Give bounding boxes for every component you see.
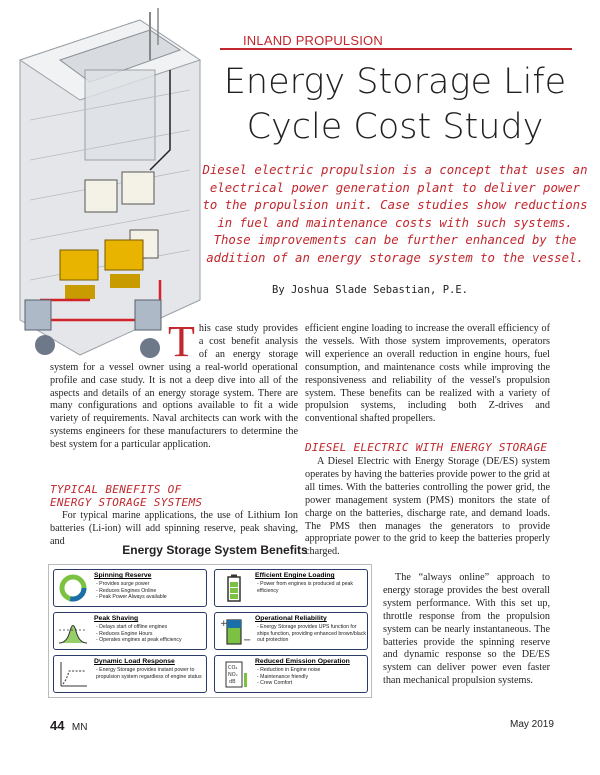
card-heading: Dynamic Load Response [94,658,175,665]
card-list [257,624,367,644]
step-response-icon [57,659,89,689]
right-paragraph-1: efficient engine loading to increase the overall efficiency of the vessels. With those system improvements, operators will experience an overall reduction in engine hours, fuel consumption, and maintenance costs while improving the responsiveness and reliability of the vessel's propulsion system. These benefits can be realized with a variety of propulsion systems, including both Z-drives and conventional shafted propellers. [305,323,550,425]
benefits-paragraph: For typical marine applications, the use of Lithium Ion batteries (Li-ion) will add spinning reserve, peak shaving, and [50,510,298,547]
card-reduced-emission-operation [214,655,368,693]
emission-label: NOₓ [228,672,238,678]
benefits-figure [48,564,372,698]
svg-text:−: − [243,635,252,646]
emission-label: CO₂ [228,665,238,671]
title-line-1: Energy Storage Life [223,62,567,102]
intro-text: his case study provides a cost benefit analysis of an energy storage system for a vessel owner using a real-world operational profile and case study. It is not a deep dive into all of the aspects and details of an energy storage system. There are many configurations and options available to fit a wide variety of requirements. Naval architects can work with the systems engineers for these manufacturers to determine the best system for a particular application. [50,323,298,451]
card-list [96,581,206,601]
card-operational-reliability [214,612,368,650]
ring-gauge-icon [57,573,89,603]
battery-plus-minus-icon [218,616,250,646]
section-rule [220,48,572,50]
card-item: - Energy Storage provides UPS function for ships function, providing enhanced brown/black out protection [257,624,367,644]
subhead-diesel-electric: DIESEL ELECTRIC WITH ENERGY STORAGE [305,441,548,454]
card-peak-shaving [53,612,207,650]
card-item: - Reduction in Engine noise [257,667,367,674]
subhead-line-1: TYPICAL BENEFITS OF [50,483,182,496]
article-title [195,60,595,150]
card-heading: Spinning Reserve [94,572,152,579]
intro-paragraph [50,317,298,452]
title-line-2: Cycle Cost Study [246,107,544,147]
online-paragraph: The “always online” approach to energy storage provides the best overall system performance. With this set up, throttle response from the propulsion system can be nearly instantaneous. The batteries provide the spinning reserve and dynamic response so the DE/ES system can deliver power even faster than mechanical propulsion systems. [383,572,550,687]
card-item: - Reduces Engines Online [96,588,206,595]
page-folio [50,717,87,735]
figure-title: Energy Storage System Benefits [122,543,308,557]
subhead-line-2: ENERGY STORAGE SYSTEMS [50,496,203,509]
magazine-name: MN [71,722,88,733]
card-list [257,667,367,687]
subhead-typical-benefits [50,483,298,509]
drop-cap: T [168,317,195,366]
battery-level-icon [218,573,250,603]
vessel-propulsion-illustration [0,0,210,370]
card-item: - Reduces Engine Hours [96,631,206,638]
card-item: - Peak Power Always available [96,594,206,601]
desc-text: A Diesel Electric with Energy Storage (DE/ES) system operates by having the batteries provide power to the grid at all times. With the batteries controlling the power grid, the power management system (PMS) monitors the state of charge on the batteries, discharge rate, and demand loads. The PMS then manages the generators to provide appropriate power to the grid to keep the batteries properly charged. [305,456,550,558]
peak-curve-icon [57,616,89,646]
card-item: - Operates engines at peak efficiency [96,637,206,644]
page-number: 44 [50,718,65,733]
card-item: - Crew Comfort [257,680,367,687]
card-item: - Provides surge power [96,581,206,588]
svg-text:+: + [220,619,228,629]
card-item: - Maintenance friendly [257,674,367,681]
card-dynamic-load-response [53,655,207,693]
emissions-icon [218,659,250,689]
card-efficient-engine-loading [214,569,368,607]
byline: By Joshua Slade Sebastian, P.E. [272,284,468,296]
card-item: - Energy Storage provides instant power to propulsion system regardless of engine status [96,667,206,680]
article-deck: Diesel electric propulsion is a concept that uses an electrical power generation plant to deliver power to the propulsion unit. Case studies show reductions in fuel and maintenance costs with such systems. Those improvements can be further enhanced by the addition of an energy storage system to the vessel. [202,163,588,265]
issue-date: May 2019 [510,719,554,730]
card-heading: Peak Shaving [94,615,139,622]
card-heading: Reduced Emission Operation [255,658,350,665]
section-label: INLAND PROPULSION [243,33,383,48]
card-spinning-reserve [53,569,207,607]
card-list [96,624,206,644]
card-list [96,667,206,680]
card-item: - Delays start of offline engines [96,624,206,631]
card-heading: Efficient Engine Loading [255,572,335,579]
card-heading: Operational Reliability [255,615,327,622]
emission-label: dB [229,679,236,685]
card-item: - Power from engines is produced at peak efficiency [257,581,367,594]
card-list [257,581,367,594]
